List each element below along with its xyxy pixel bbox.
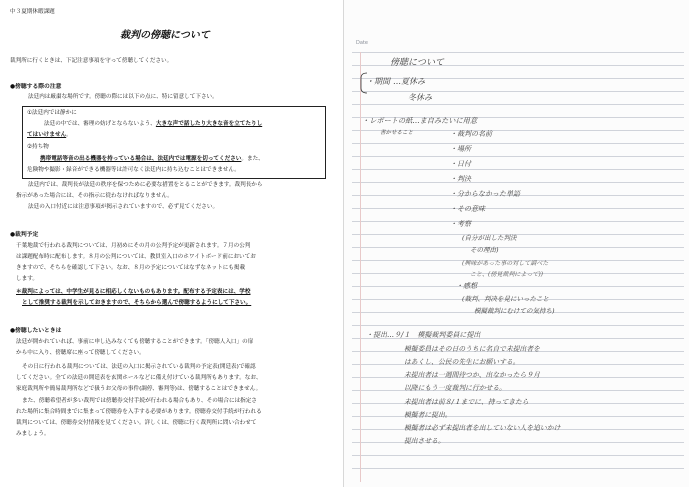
item-unknown-words: 分からなかった単語 — [457, 190, 520, 198]
ruled-line — [352, 52, 684, 53]
attend-line-2: から中に入り、傍聴席に座って傍聴してください。 — [16, 350, 145, 356]
item-case-name: 裁判の名前 — [457, 130, 492, 138]
attend-line-8: 裁判については、傍聴券交付情報を見てください。詳しくは、傍聴に行く裁判所に問い合わせて — [16, 420, 257, 426]
kousatsu-line-2: その理由) — [470, 246, 499, 254]
kousatsu-line-3: (興味があった事の対して調べた — [462, 260, 549, 267]
report-item-4: ・判決 — [450, 175, 471, 183]
ruled-line — [352, 221, 684, 222]
ruled-line — [352, 104, 684, 105]
attend-line-5: 家庭裁判所や簡易裁判所などで扱うお父母の事件(調停、審判等)は、傍聴することはできません。 — [16, 386, 262, 392]
kansou-line-1: (裁判、判决を見にいったこと — [462, 295, 550, 303]
item1-end: 。 — [66, 132, 72, 138]
report-sub: 書かせること — [380, 130, 414, 136]
notebook-page — [344, 0, 689, 487]
item-consideration: 考察 — [457, 220, 471, 228]
period-label: ・期間 — [366, 77, 390, 86]
submit-line-1: ・提出…９/１ 模擬裁判委員に提出 — [366, 331, 481, 339]
ruled-line — [352, 234, 684, 235]
page-header: 中３夏期休暇課題 — [10, 9, 55, 15]
schedule-line-3: きますので、そちらを確認して下さい。なお、８月の予定についてはなずなネットにも掲載 — [16, 265, 246, 271]
item1-label: ①法廷内では静かに — [27, 110, 77, 116]
ruled-line — [352, 91, 684, 92]
submit-line-9: 提出させる。 — [404, 437, 445, 445]
kousatsu-line-1: (自分が出した判決 — [462, 234, 517, 242]
attend-line-1: 法廷が開かれていれば、事前に申し込みなくても傍聴することができます。「傍聴人入口」の扉 — [16, 339, 254, 345]
kansou-label: ・感想 — [456, 282, 477, 290]
item2-label: ②持ち物 — [27, 144, 49, 150]
notes-para-1: 法廷内では、裁判長が法廷の秩序を保つために必要な措置をとることができます。裁判長から — [28, 182, 263, 188]
report-item-1: ・裁判の名前 — [450, 130, 492, 138]
ruled-line — [352, 325, 684, 326]
attend-line-3: その日に行われる裁判については、法廷の入口に掲示されている裁判の予定表(開廷表)で確認 — [22, 364, 256, 370]
schedule-line-4: します。 — [16, 276, 38, 282]
item-meaning: その意味 — [457, 205, 485, 213]
page-title: 裁判の傍聴について — [120, 30, 210, 41]
intro-text: 裁判所に行くときは、下記注意事項を守って傍聴してください。 — [10, 58, 173, 64]
ruled-line — [352, 390, 684, 391]
section-heading-notes: ●傍聴する際の注意 — [10, 84, 62, 90]
item1-emphasis-2: てはいけません — [27, 132, 67, 138]
item1-line1 — [44, 120, 262, 128]
schedule-line-2: は課題配布時に配布します。８月の公判については、教員室入口のホワイトボード前においてお — [16, 254, 256, 260]
item2-end: 。また、 — [241, 156, 264, 162]
ruled-line — [352, 247, 684, 248]
date-label: Date — [356, 40, 368, 46]
schedule-emphasis-2: として推奨する裁判を示しておきますので、そちらから選んで傍聴するようにして下さい。 — [22, 300, 252, 306]
ruled-line — [352, 143, 684, 144]
notes-lead: 法廷内は厳粛な場所です。傍聴の際には以下の点に、特に留意して下さい。 — [28, 94, 218, 100]
period-summer: …夏休み — [393, 77, 425, 86]
ruled-line — [352, 468, 684, 469]
attend-line-9: みましょう。 — [16, 431, 50, 437]
printed-page — [0, 0, 344, 487]
ruled-line — [352, 286, 684, 287]
report-item-7: ・考察 — [450, 220, 471, 228]
report-item-6: ・その意味 — [450, 205, 485, 213]
report-item-2: ・場所 — [450, 145, 471, 153]
item2-body: 危険物や撮影・録音ができる機器等は許可なく法廷内に持ち込むことはできません。 — [27, 167, 240, 173]
report-label: ・レポートの紙…ま自みたいに用意 — [362, 116, 478, 125]
submit-line-4: 未提出者は一週間待つか、出なかったら９月 — [404, 371, 540, 379]
ruled-line — [352, 182, 684, 183]
ruled-line — [352, 169, 684, 170]
notes-para-2: 指示があった場合には、その指示に従わなければなりません。 — [16, 193, 173, 199]
ruled-line — [352, 455, 684, 456]
report-item-5: ・分からなかった単語 — [450, 190, 520, 198]
item-date: 日付 — [457, 160, 471, 168]
item1-body: 法廷の中では、審理の妨げとならないよう、 — [44, 121, 156, 127]
item-verdict: 判決 — [457, 175, 471, 183]
item1-line2 — [27, 131, 72, 139]
period-winter: 冬休み — [408, 93, 432, 102]
submit-line-7: 模擬者に提出。 — [404, 411, 452, 419]
schedule-emphasis-1: ＊裁判によっては、中学生が見るに相応しくないものもあります。配布する予定表には、学校 — [16, 289, 251, 295]
notebook-title: 傍聴について — [390, 58, 444, 68]
submit-line-2: 模擬委員はその日のうちに名自で未提出者を — [404, 345, 540, 353]
ruled-line — [352, 442, 684, 443]
report-item-3: ・日付 — [450, 160, 471, 168]
ruled-line — [352, 416, 684, 417]
item-place: 場所 — [457, 145, 471, 153]
margin-line — [360, 52, 361, 482]
ruled-line — [352, 208, 684, 209]
item2-line1 — [40, 155, 264, 163]
attend-line-7: れた場所に集合時間までに集まって傍聴券を入手する必要があります。傍聴券交付手続が行われる — [16, 409, 262, 415]
submit-line-5: 以降にもう一度裁判に行かせる。 — [404, 384, 506, 392]
ruled-line — [352, 156, 684, 157]
section-heading-attend: ●傍聴したいときは — [10, 328, 62, 334]
kansou-line-2: 模擬裁判にむけての気持ち) — [474, 307, 555, 315]
notes-para-3: 法廷の入口付近には注意事項が掲示されていますので、必ず見てください。 — [28, 204, 219, 210]
submit-line-3: はあくし、公民の先生にお願いする。 — [404, 358, 520, 366]
item1-emphasis-1: 大きな声で話したり大きな音を立てたりし — [155, 121, 263, 127]
submit-line-6: 未提出者は前８/１までに、持ってきたら — [404, 398, 529, 406]
submit-line-8: 模擬者は必ず未提出者を出していない人を追いかけ — [404, 424, 561, 432]
schedule-line-1: 千葉地裁で行われる裁判については、月初めにその月の公判予定が更新されます。７月の公判 — [16, 243, 251, 249]
attend-line-4: してください。全ての法廷の開廷表を玄関ホールなどに備え付けている裁判所もあります。なお、 — [16, 375, 262, 381]
item2-emphasis: 携帯電話等音の出る機器を持っている場合は、法廷内では電源を切ってください — [40, 156, 242, 162]
kousatsu-line-4: こと、(傍見裁判によって)) — [470, 271, 544, 278]
attend-line-6: また、傍聴希望者が多い裁判では傍聴券交付手続が行われる場合もあり、その場合には指定さ — [22, 398, 257, 404]
section-heading-schedule: ●裁判予定 — [10, 232, 39, 238]
